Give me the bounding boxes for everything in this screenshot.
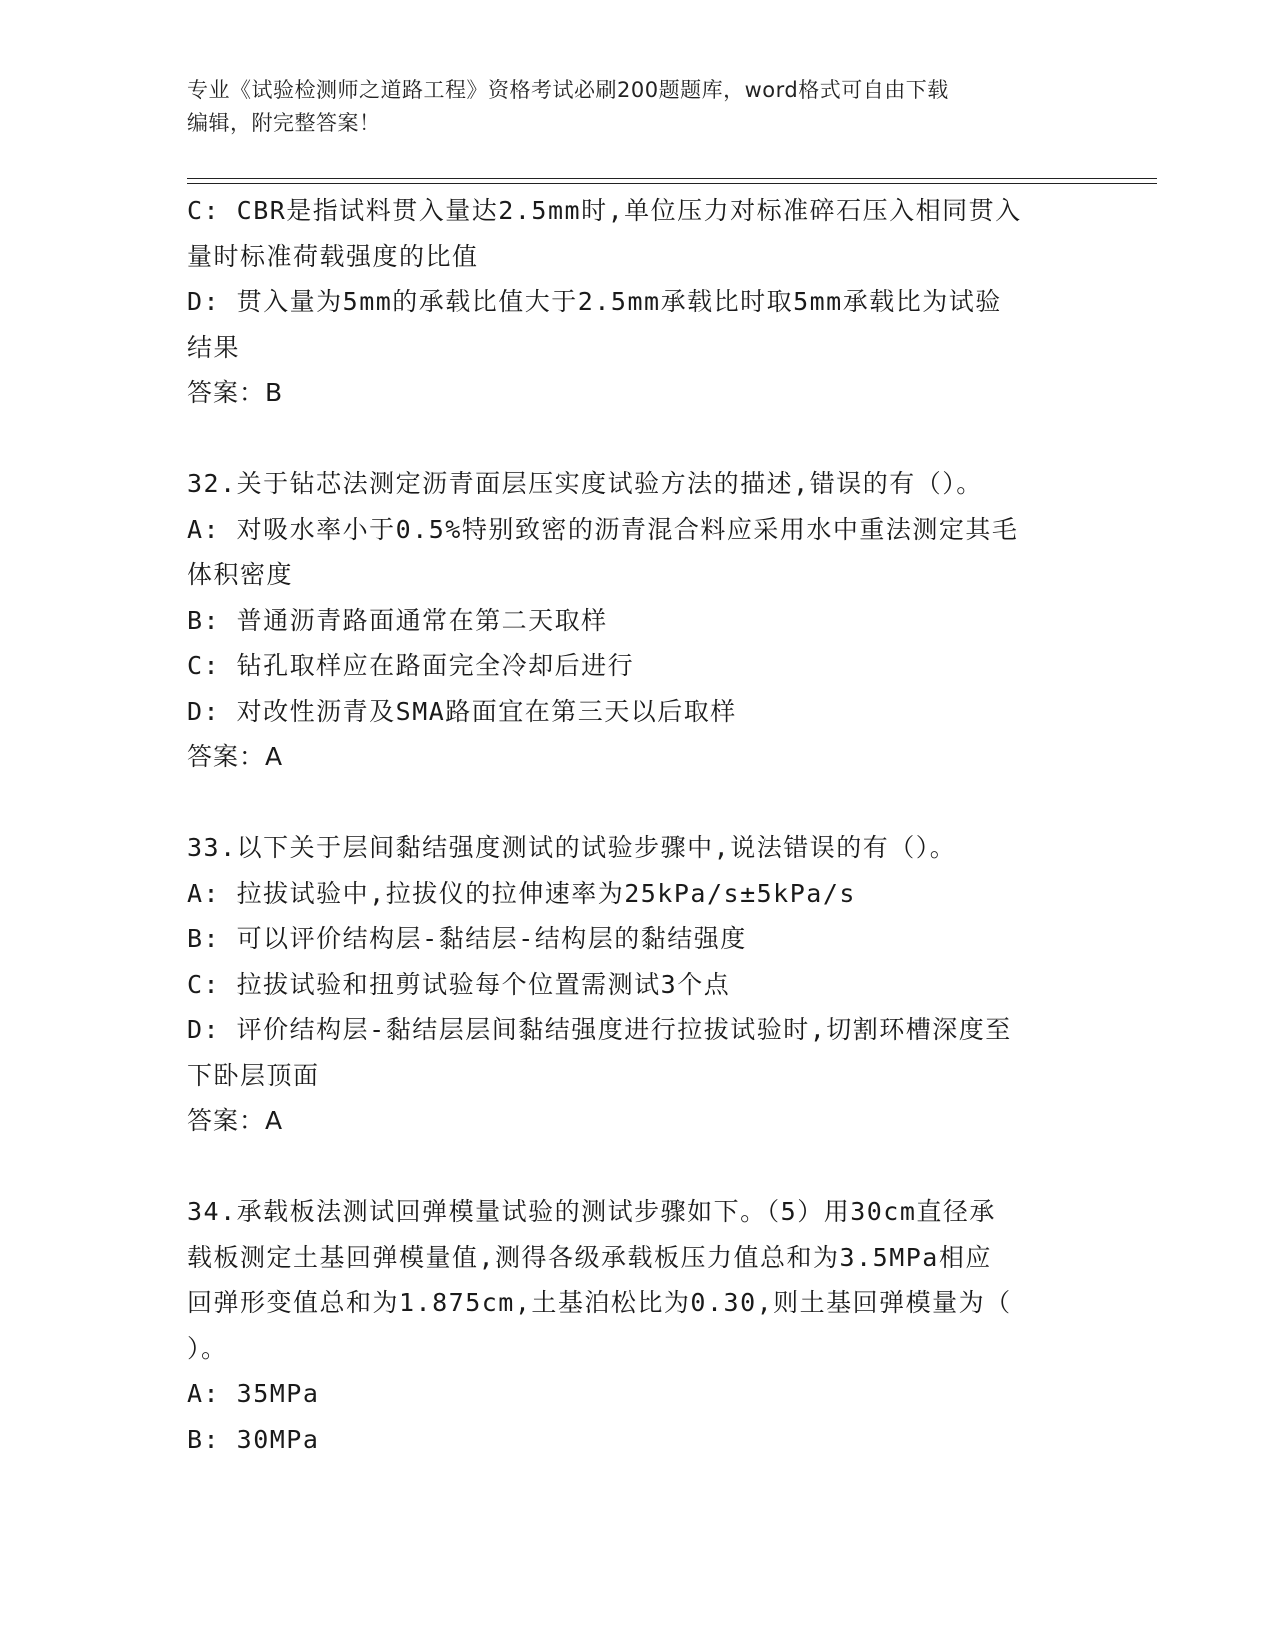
- option-d-continued: 下卧层顶面: [187, 1060, 320, 1090]
- header-line-2: 编辑，附完整答案！: [187, 111, 381, 135]
- question-block-32: [187, 461, 1077, 780]
- option-b: B: 30MPa: [187, 1424, 320, 1454]
- header-line-1: 专业《试验检测师之道路工程》资格考试必刷200题题库，word格式可自由下载: [187, 78, 949, 102]
- option-a: A: 35MPa: [187, 1379, 320, 1408]
- question-stem: 33.以下关于层间黏结强度测试的试验步骤中,说法错误的有（）。: [187, 833, 957, 862]
- question-stem-continued: ）。: [187, 1333, 228, 1363]
- option-b: B: 普通沥青路面通常在第二天取样: [187, 605, 608, 635]
- block-spacer: [187, 416, 1077, 462]
- question-block-34: [187, 1189, 1077, 1462]
- question-stem-continued: 回弹形变值总和为1.875cm,土基泊松比为0.30,则土基回弹模量为（: [187, 1288, 1012, 1317]
- document-header: [187, 74, 1077, 140]
- option-c: C: 拉拔试验和扭剪试验每个位置需测试3个点: [187, 969, 731, 999]
- answer-label: 答案：B: [187, 378, 284, 407]
- question-stem: 34.承载板法测试回弹模量试验的测试步骤如下。（5）用30cm直径承: [187, 1197, 996, 1226]
- option-d: D: 贯入量为5mm的承载比值大于2.5mm承载比时取5mm承载比为试验: [187, 287, 1002, 316]
- question-block-31: [187, 188, 1077, 416]
- question-stem-continued: 载板测定土基回弹模量值,测得各级承载板压力值总和为3.5MPa相应: [187, 1242, 992, 1272]
- header-divider-bottom: [187, 183, 1157, 184]
- option-c: C: 钻孔取样应在路面完全冷却后进行: [187, 651, 635, 680]
- option-c-continued: 量时标准荷载强度的比值: [187, 241, 479, 271]
- option-a: A: 拉拔试验中,拉拔仪的拉伸速率为25kPa/s±5kPa/s: [187, 878, 856, 908]
- question-stem: 32.关于钻芯法测定沥青面层压实度试验方法的描述,错误的有（）。: [187, 469, 983, 498]
- block-spacer: [187, 780, 1077, 826]
- answer-label: 答案：A: [187, 742, 284, 771]
- option-a-continued: 体积密度: [187, 560, 294, 589]
- question-block-33: [187, 825, 1077, 1144]
- answer-label: 答案：A: [187, 1106, 284, 1135]
- option-a: A: 对吸水率小于0.5%特别致密的沥青混合料应采用水中重法测定其毛: [187, 514, 1019, 544]
- option-d: D: 对改性沥青及SMA路面宜在第三天以后取样: [187, 696, 737, 726]
- question-content: [187, 188, 1077, 1462]
- option-d-continued: 结果: [187, 332, 241, 362]
- header-divider-top: [187, 178, 1157, 179]
- option-c: C: CBR是指试料贯入量达2.5mm时,单位压力对标准碎石压入相同贯入: [187, 196, 1022, 225]
- option-b: B: 可以评价结构层-黏结层-结构层的黏结强度: [187, 924, 747, 953]
- block-spacer: [187, 1144, 1077, 1190]
- option-d: D: 评价结构层-黏结层层间黏结强度进行拉拔试验时,切割环槽深度至: [187, 1015, 1012, 1044]
